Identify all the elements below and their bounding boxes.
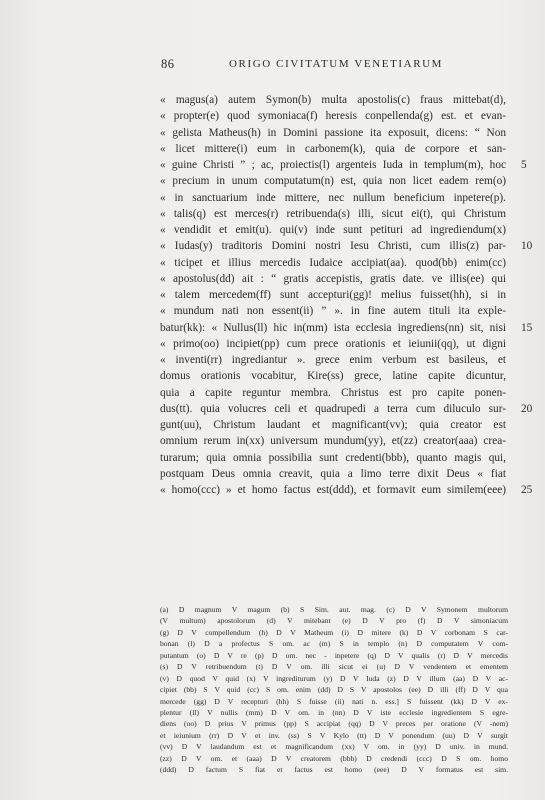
text-line xyxy=(160,303,506,319)
text-line xyxy=(160,320,533,336)
footnote-line: plentur (ll) V nullis (mm) D V om. in (nn) D V iste ecclesie ingredientem S egre- xyxy=(160,707,508,717)
footnote-line: (s) D V retribuendum (t) D V om. illi sicut ei (u) D V vendentem et ementem xyxy=(160,662,508,672)
footnote-line: bonan (l) D a profectus S om. ac (m) S in templo (n) D computatem V com- xyxy=(160,639,508,649)
footnote-line: (vv) D V laudandum est et magnificandum (xx) V om. in (yy) D univ. in mund. xyxy=(160,742,508,752)
text-line-content: quia a capite reguntur membra. Christus est pro capite ponen- xyxy=(160,386,506,399)
text-line xyxy=(160,125,506,141)
text-line xyxy=(160,190,506,206)
text-line-content: « in sanctuarium inde mittere, nec nullum beneficium inpetere(p). xyxy=(160,191,506,204)
text-line-content: turarum; quia omnia possibilia sunt credenti(bbb), quanto magis qui, xyxy=(160,451,506,464)
text-line xyxy=(160,450,506,466)
main-text xyxy=(160,92,533,498)
footnote-line: (ddd) D factum S fiat et factus est homo (eee) D V formatus est sim. xyxy=(160,765,508,775)
footnote-line: (v) D quod V quid (x) V ingrediturum (y) D V Iuda (z) D V illum (aa) D V ac- xyxy=(160,673,508,683)
footnote-line: et ieiunium (rr) D V et inv. (ss) S V Kylo (tt) D V ponendum (uu) D V surgit xyxy=(160,730,508,740)
text-line-content: « propter(e) quod symoniaca(f) heresis conpellenda(g) est. et evan- xyxy=(160,110,506,123)
text-line xyxy=(160,336,506,352)
text-line-content: gunt(uu), Christum laudant et magnificant(vv); quia creator est xyxy=(160,419,506,431)
text-line xyxy=(160,271,506,287)
text-line xyxy=(160,466,506,482)
text-line-content: « gelista Matheus(h) in Domini passione ita exposuit, dicens: “ Non xyxy=(160,126,506,139)
text-line xyxy=(160,222,506,238)
text-line-content: « magus(a) autem Symon(b) multa apostolis(c) fraus mittebat(d), xyxy=(160,94,506,106)
text-line-content: postquam Deus omnia creavit, quia a limo terre dixit Deus « fiat xyxy=(160,467,506,480)
text-line-content: « Iudas(y) traditoris Domini nostri Iesu Christi, cum illis(z) par- xyxy=(160,240,506,253)
text-line xyxy=(160,173,506,189)
text-line-content: « inventi(rr) ingrediantur ». grece enim verbum est basileus, et xyxy=(160,354,506,366)
line-number: 25 xyxy=(521,484,533,496)
page-number: 86 xyxy=(161,57,175,71)
text-line xyxy=(160,385,506,401)
text-line-content: omnium rerum in(xx) universum mundum(yy), et(zz) creator(aaa) crea- xyxy=(160,435,506,448)
text-line-content: batur(kk): « Nullus(ll) hic in(mm) ista ecclesia ingrediens(nn) sit, nisi xyxy=(160,321,506,334)
text-line-content: « vendidit et emit(u). qui(v) inde sunt petituri ad ingrediendum(x) xyxy=(160,224,506,236)
text-line-content: « ticipet et illius mercedis Iudaice accipiat(aa). quod(bb) enim(cc) xyxy=(160,256,506,269)
text-line-content: domus orationis vocabitur, Kire(ss) grece, latine capite dicuntur, xyxy=(160,370,506,383)
text-line-content: « homo(ccc) » et homo factus est(ddd), et formavit eum similem(eee) xyxy=(160,484,506,496)
text-line-content: « talem mercedem(ff) sunt accepturi(gg)! melius fuisset(hh), si in xyxy=(160,289,506,301)
line-number: 10 xyxy=(521,240,533,253)
text-line xyxy=(160,255,506,271)
text-line-content: « guine Christi ” ; ac, proiectis(l) argenteis Iuda in templum(m), hoc xyxy=(160,159,506,171)
text-line xyxy=(160,433,506,449)
text-line xyxy=(160,108,506,124)
text-line xyxy=(160,368,506,384)
text-line xyxy=(160,141,506,157)
text-line xyxy=(160,238,533,254)
critical-apparatus xyxy=(160,604,508,776)
text-line xyxy=(160,92,506,108)
footnote-line: cipiet (bb) S V quid (cc) S om. enim (dd) D S V apostolos (ee) D illi (ff) D V qua xyxy=(160,685,508,695)
text-line-content: « apostolus(dd) ait : “ gratis accepistis, gratis date. ve illis(ee) qui xyxy=(160,272,506,285)
line-number: 5 xyxy=(521,159,527,171)
running-title: ORIGO CIVITATUM VENETIARUM xyxy=(229,58,444,70)
text-line xyxy=(160,417,506,433)
text-line-content: « licet mittere(i) eum in carbonem(k), quia de corpore et san- xyxy=(160,142,506,155)
footnote-line: diens (oo) D prius V primus (pp) S accipiat (qq) D V preces per oratione (V -nem) xyxy=(160,719,508,729)
text-line xyxy=(160,157,527,173)
text-line xyxy=(160,352,506,368)
line-number: 15 xyxy=(521,321,533,334)
text-line-content: « primo(oo) incipiet(pp) cum prece orationis et ieiunii(qq), ut digni xyxy=(160,337,506,350)
text-line xyxy=(160,482,533,498)
footnote-line: putantum (o) D V re (p) D om. nec - inpetere (q) D V qualis (r) D V mercedis xyxy=(160,650,508,660)
footnote-line: mercede (gg) D V recepturi (hh) S fuisse (ii) nati n. ess.] S fuissent (kk) D V ex- xyxy=(160,696,508,706)
footnote-line: (g) D V compellendum (h) D V Matheum (i) D mitere (k) D V corbonam S car- xyxy=(160,627,508,637)
line-number: 20 xyxy=(521,402,533,415)
text-line-content: « precium in unum computatum(n) est, quia non licet eadem rem(o) xyxy=(160,175,506,188)
text-line-content: « talis(q) est merces(r) retribuenda(s) illi, sicut ei(t), qui Christum xyxy=(160,207,506,220)
text-line-content: dus(tt). quia volucres celi et quadrupedi a terra cum diluculo sur- xyxy=(160,402,506,415)
text-line xyxy=(160,287,506,303)
footnote-line: (V multum) apostolorum (d) V mitebant (e) D V pro (f) D V simoniacum xyxy=(160,616,508,626)
footnote-line: (zz) D V om. et (aaa) D V creatorem (bbb) D credendi (ccc) D S om. homo xyxy=(160,753,508,763)
text-line xyxy=(160,206,506,222)
text-line xyxy=(160,401,533,417)
text-line-content: « mundum nati non essent(ii) ” ». in fine autem tituli ita exple- xyxy=(160,305,506,318)
footnote-line: (a) D magnum V magum (b) S Sim. aut. mag. (c) D V Symonem multorum xyxy=(160,605,508,614)
page-header xyxy=(0,57,545,73)
